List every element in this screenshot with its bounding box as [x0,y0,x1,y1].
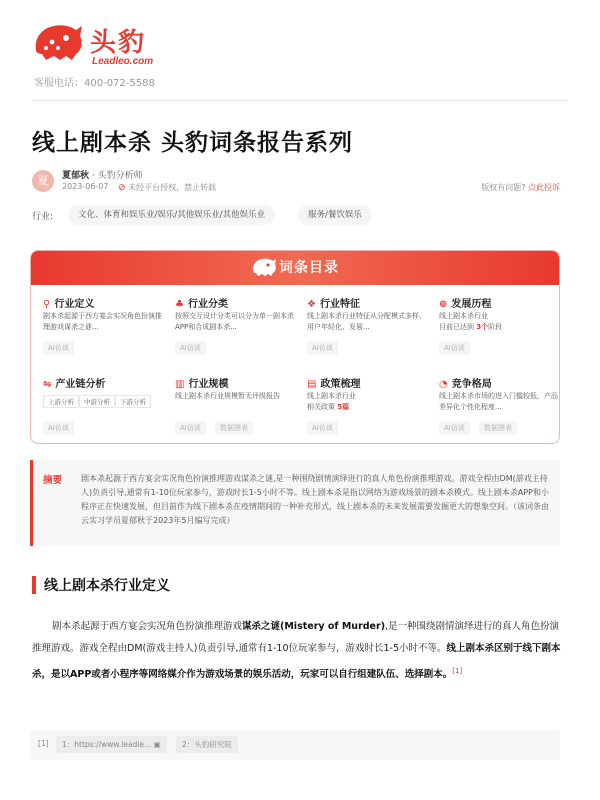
industry-tag[interactable]: 文化、体育和娱乐业/娱乐/其他娱乐业/其他娱乐业 [68,205,275,225]
no-reprint-text: 未经平台授权，禁止转载 [128,183,217,192]
paragraph-text: ,是一种围绕剧情演绎进行的真人角色扮演推理游戏。游戏全程由DM(游戏主持人)负责引导,通常有1-10位玩家参与，游戏时长1-5小时不等。 [32,621,560,654]
publish-date: 2023-06-07 [62,182,109,191]
desc-highlight: 5篇 [337,403,350,411]
definition-paragraph [32,616,568,686]
catalog-panel [30,250,560,444]
catalog-item-classification[interactable] [175,295,301,365]
arrows-icon: ⇋ [43,379,52,390]
catalog-item-scale[interactable] [175,375,301,444]
references-bar [30,730,560,760]
avatar[interactable]: 夏 [32,170,54,192]
paragraph-bold: 线上剧本杀区别于线下剧本杀，是以APP或者小程序等网络媒介作为游戏场景的娱乐活动，玩家可以自行组建队伍、选择剧本。 [32,643,561,681]
report-area [481,182,560,193]
catalog-header [31,251,559,285]
author-row [32,168,568,198]
downstream-chip[interactable]: 下游分析 [115,395,151,408]
ai-interview-chip[interactable]: AI访谈 [175,341,206,355]
catalog-item-desc: 线上剧本杀行业规模暂无评级报告 [175,392,280,400]
abstract-text: 剧本杀起源于西方宴会实况角色扮演推理游戏谋杀之谜,是一种围绕剧情演绎进行的真人角色扮演推理游戏。游戏全程由DM(游戏主持人)负责引导,通常有1-10位玩家参与，游戏时长1-5小时不等。线上剧本杀是指以网络为游戏场景的剧本杀模式。线上剧本杀APP和小程序正在快速发展，但目前作为线下剧本杀在疫情期间的一种补充形式，线上剧本杀的未来发展需要发掘更大的想象空间。（该词条由云实习学员夏郁秋于2023年5月编写完成） [81,474,550,525]
ai-interview-chip[interactable]: AI访谈 [307,421,338,435]
industry-row [32,205,568,227]
ai-interview-chip[interactable]: AI访谈 [307,341,338,355]
midstream-chip[interactable]: 中游分析 [79,395,115,408]
brand-header [32,18,332,88]
catalog-item-title [175,295,228,310]
catalog-item-title [439,295,491,310]
catalog-item-label: 行业规模 [188,379,229,390]
desc-line: 线上剧本杀行业 [307,392,356,400]
desc-line: 相关政策 [307,403,338,411]
catalog-item-label: 政策梳理 [320,379,361,390]
catalog-item-desc: 剧本杀起源于西方宴会实况角色扮演推理游戏谋杀之谜... [43,312,162,331]
catalog-item-chain[interactable] [43,375,169,444]
upstream-chip[interactable]: 上游分析 [43,395,79,408]
page-title: 线上剧本杀 头豹词条报告系列 [32,130,354,156]
pie-chart-icon: ◔ [439,379,448,390]
catalog-item-title [307,295,360,310]
catalog-item-title [175,375,228,390]
paragraph-text: 剧本杀起源于西方宴会实况角色扮演推理游戏 [52,621,243,632]
catalog-item-label: 行业特征 [319,299,360,310]
catalog-item-features[interactable] [307,295,433,365]
section-accent-bar [32,576,36,594]
catalog-item-label: 行业定义 [54,299,95,310]
bar-chart-icon: ▥ [175,379,185,390]
search-doc-icon: ⚲ [43,299,51,310]
ai-interview-chip[interactable]: AI访谈 [43,341,74,355]
ai-interview-chip[interactable]: AI访谈 [439,421,470,435]
reference-text: 1：https://www.leadle... [62,740,152,749]
catalog-item-competition[interactable] [439,375,560,444]
header-divider [32,100,568,101]
catalog-item-title [439,375,492,390]
ai-interview-chip[interactable]: AI访谈 [43,421,74,435]
catalog-item-label: 竞争格局 [451,379,492,390]
abstract-label: 摘要 [43,475,63,486]
desc-line: 线上剧本杀行业 [439,312,488,320]
catalog-title: 词条目录 [279,260,339,276]
paragraph-bold: 谋杀之谜(Mistery of Murder) [242,621,386,632]
ban-icon: ⊘ [118,183,126,193]
hotline: 客服电话：400-072-5588 [34,78,155,89]
catalog-item-history[interactable] [439,295,560,365]
author-name[interactable] [62,168,143,181]
catalog-item-label: 发展历程 [451,299,492,310]
reference-source-chip[interactable]: 2：头豹研究院 [176,736,238,753]
report-prompt: 版权有问题? [481,183,526,192]
author-role: · 头豹分析师 [89,171,143,181]
footnote-ref[interactable]: [1] [452,667,463,675]
catalog-item-desc: 按照交互设计分类可以分为单一剧本杀APP和合成剧本杀... [175,312,294,331]
catalog-item-desc [307,391,427,413]
ai-interview-chip[interactable]: AI访谈 [175,421,206,435]
reference-index: [1] [38,739,49,748]
timeline-icon: ⊕ [439,299,448,310]
image-icon: ▣ [153,740,161,749]
catalog-item-title [43,295,94,310]
desc-line: 目前已达到 [439,323,477,331]
desc-line: 阶段 [488,323,503,331]
reference-link-chip[interactable] [56,736,167,753]
report-link[interactable]: 点此投诉 [528,183,560,192]
catalog-item-title [307,375,360,390]
grid-icon: ❖ [307,299,316,310]
no-reprint-notice [118,182,216,193]
brand-name-cn: 头豹 [90,28,147,58]
abstract-box [30,460,560,546]
leopard-logo-icon [251,254,277,280]
document-icon: ▤ [307,379,317,390]
tree-icon: ♣ [175,299,184,310]
brand-name-en: Leadleo.com [92,56,154,67]
catalog-item-label: 行业分类 [187,299,228,310]
catalog-item-definition[interactable] [43,295,169,365]
industry-tag[interactable]: 服务/餐饮娱乐 [298,205,372,225]
catalog-item-title [43,375,105,390]
leopard-logo-icon [32,20,84,64]
data-chart-chip[interactable]: 数据图表 [479,421,517,435]
ai-interview-chip[interactable]: AI访谈 [439,341,470,355]
catalog-item-desc: 线上剧本杀市场的进入门槛较低，产品差异化个性化程度... [439,392,558,411]
catalog-item-desc: 线上剧本杀行业特征从分配模式多样、用户年轻化、发展... [307,312,426,331]
industry-label: 行业: [32,212,54,222]
desc-highlight: 3个 [476,323,489,331]
catalog-item-label: 产业链分析 [55,379,106,390]
catalog-item-policy[interactable] [307,375,433,444]
author-name-text[interactable]: 夏郁秋 [62,171,90,181]
data-chart-chip[interactable]: 数据图表 [215,421,253,435]
section-title: 线上剧本杀行业定义 [44,578,170,594]
catalog-item-desc [439,311,559,333]
